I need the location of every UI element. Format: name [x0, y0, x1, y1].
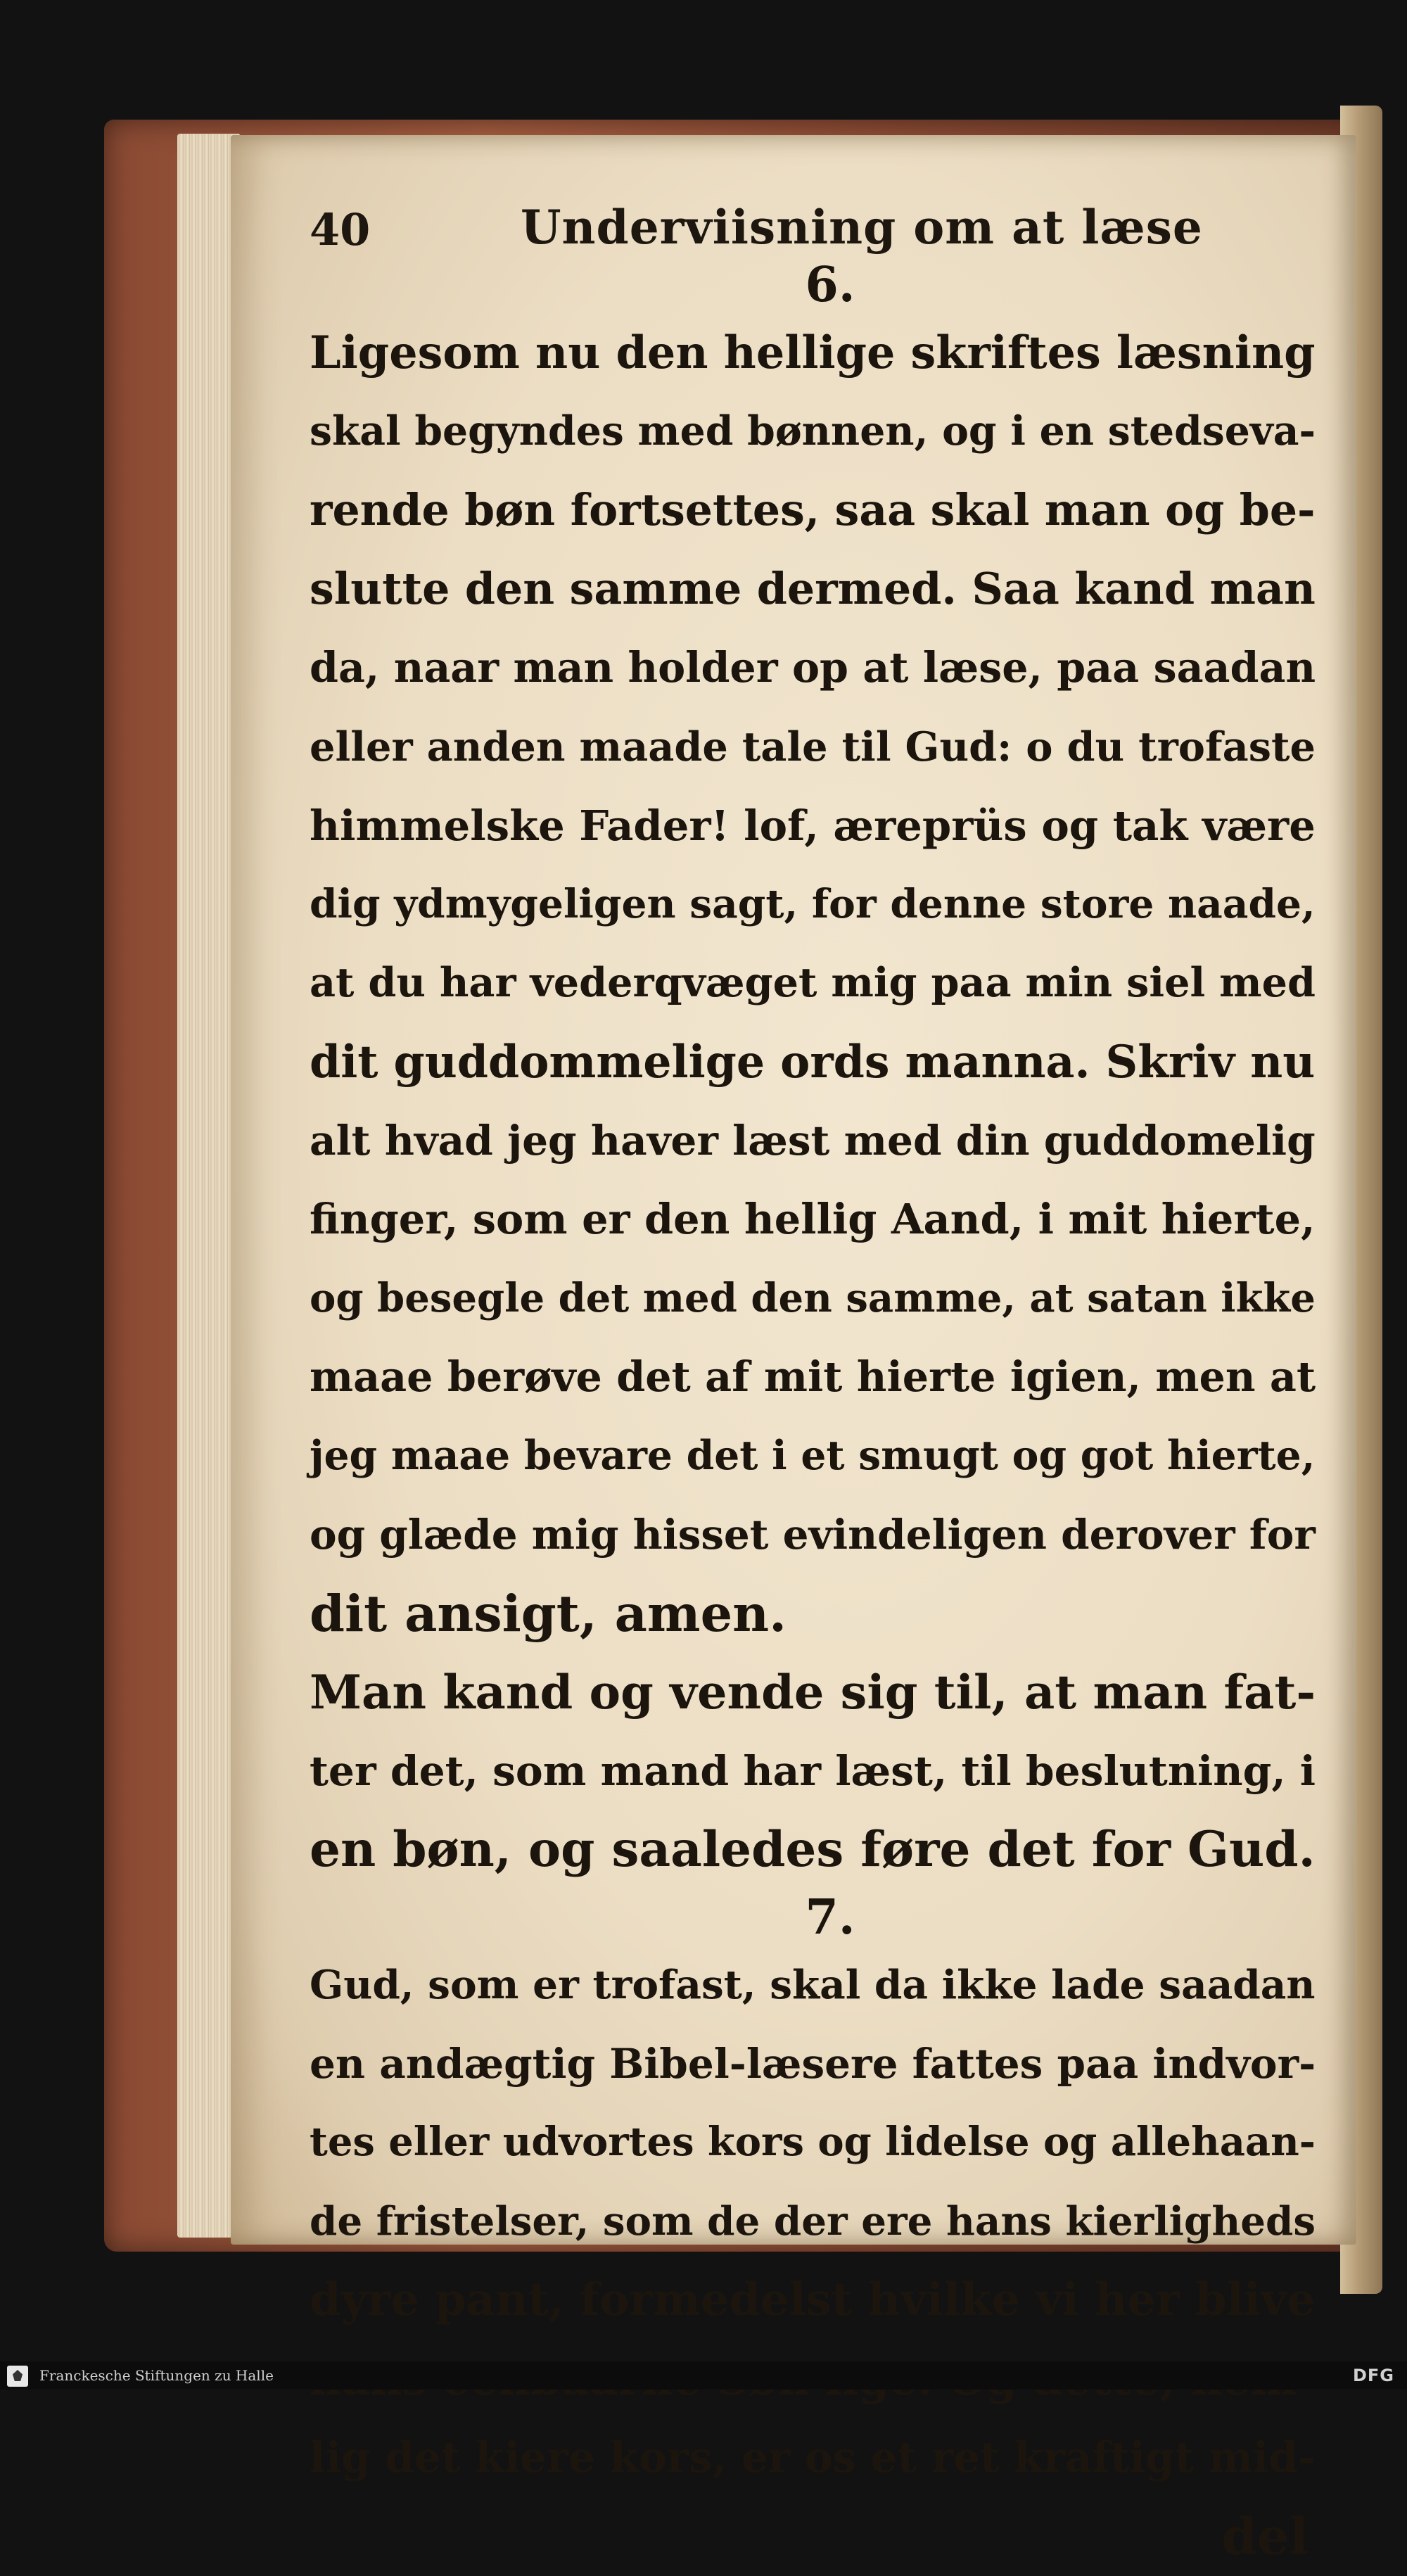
text-line: en andægtig Bibel-læsere fattes paa indvor-	[310, 2040, 1316, 2088]
dfg-logo: DFG	[1352, 2366, 1394, 2385]
text-line: Man kand og vende sig til, at man fat-	[310, 1664, 1316, 1720]
running-title: Underviisning om at læse	[521, 200, 1203, 255]
text-line: maae berøve det af mit hierte igien, men at	[310, 1352, 1316, 1401]
text-line: ter det, som mand har læst, til beslutning, i	[310, 1746, 1316, 1795]
text-line: en bøn, og saaledes føre det for Gud.	[310, 1821, 1316, 1878]
text-line: slutte den samme dermed. Saa kand man	[310, 563, 1316, 614]
text-line: dig ydmygeligen sagt, for denne store naade,	[310, 881, 1316, 927]
text-block	[310, 257, 1323, 2576]
section-7-body	[310, 1946, 1323, 2497]
text-line: eller anden maade tale til Gud: o du trofaste	[310, 723, 1316, 770]
text-line: da, naar man holder op at læse, paa saadan	[310, 643, 1316, 692]
text-line: og besegle det med den samme, at satan ikke	[310, 1275, 1316, 1321]
page-number: 40	[310, 204, 371, 255]
text-line: dit ansigt, amen.	[310, 1584, 787, 1643]
catchword: del	[1221, 2506, 1309, 2566]
text-line: alt hvad jeg haver læst med din guddomelig	[310, 1116, 1316, 1165]
text-line: lig det kiere kors, er os et ret kraftigt mid-	[310, 2433, 1316, 2482]
institution-logo-icon	[7, 2366, 28, 2387]
text-line: jeg maae bevare det i et smugt og got hierte,	[310, 1433, 1316, 1479]
section-6-body	[310, 313, 1323, 1889]
text-line: dyre pant, formedelst hvilke vi her blive	[310, 2273, 1316, 2326]
section-number-7: 7.	[805, 1889, 855, 1946]
text-line: de fristelser, som de der ere hans kierligheds	[310, 2198, 1316, 2245]
text-line: skal begyndes med bønnen, og i en stedseva-	[310, 408, 1316, 455]
text-line: Gud, som er trofast, skal da ikke lade saadan	[310, 1962, 1316, 2008]
text-line: dit guddommelige ords manna. Skriv nu	[310, 1036, 1316, 1088]
footer-institution: Franckesche Stiftungen zu Halle	[39, 2367, 274, 2384]
text-line: finger, som er den hellig Aand, i mit hierte,	[310, 1195, 1316, 1243]
text-line: himmelske Fader! lof, æreprüs og tak være	[310, 801, 1316, 850]
text-line: at du har vederqvæget mig paa min siel med	[310, 959, 1316, 1006]
text-line: tes eller udvortes kors og lidelse og allehaan-	[310, 2119, 1316, 2165]
page-header	[310, 200, 1330, 263]
text-line: Ligesom nu den hellige skriftes læsning	[310, 326, 1316, 379]
text-line: rende bøn fortsettes, saa skal man og be-	[310, 484, 1316, 535]
section-number-6: 6.	[805, 257, 855, 313]
text-line: og glæde mig hisset evindeligen derover for	[310, 1511, 1316, 1559]
